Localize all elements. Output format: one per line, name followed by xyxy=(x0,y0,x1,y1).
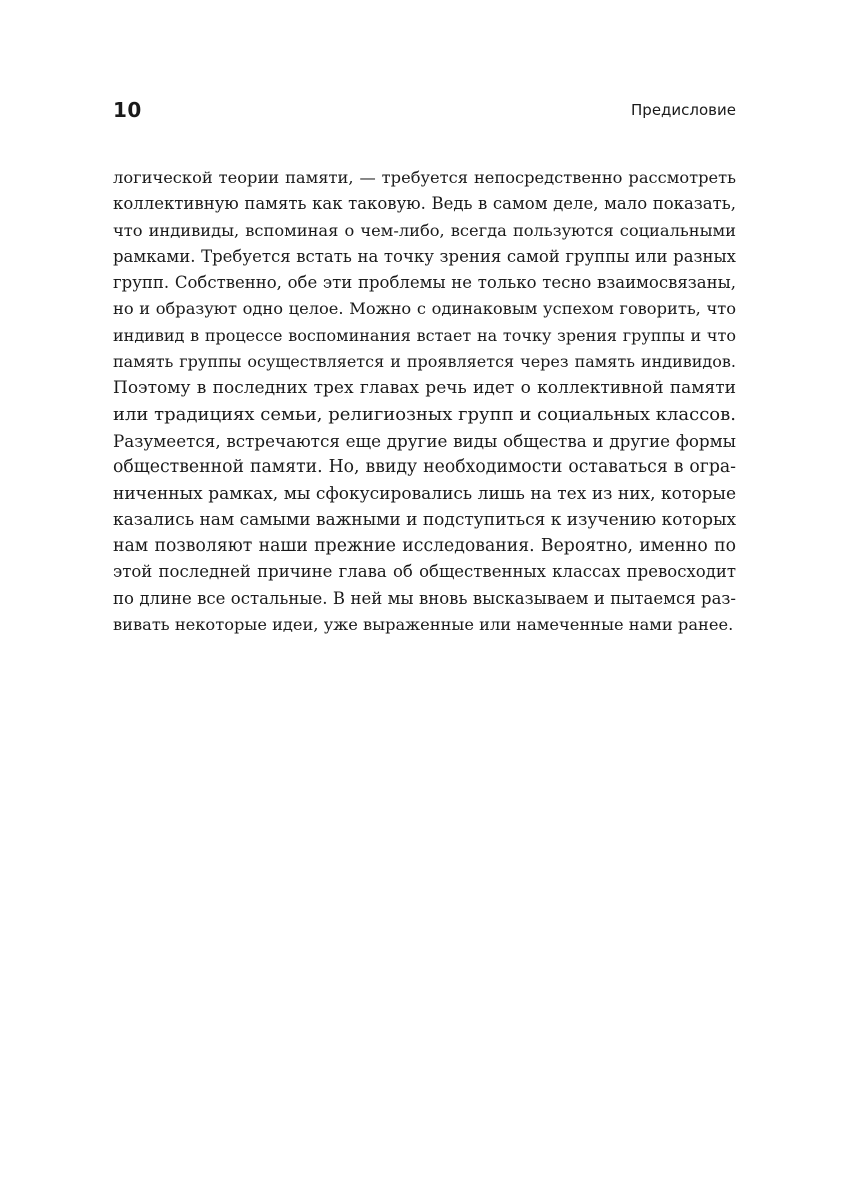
text-line: или традициях семьи, религиозных групп и социальных классов. xyxy=(113,403,737,425)
text-line: общественной памяти. Но, ввиду необходимости оставаться в огра- xyxy=(113,457,736,478)
text-line: Поэтому в последних трех главах речь идет о коллективной памяти xyxy=(113,378,736,399)
section-title: Предисловие xyxy=(631,101,736,119)
text-line: групп. Собственно, обе эти проблемы не только тесно взаимосвязаны, xyxy=(113,273,736,293)
text-line: ниченных рамках, мы сфокусировались лишь на тех из них, которые xyxy=(113,483,736,504)
text-line: коллективную память как таковую. Ведь в самом деле, мало показать, xyxy=(113,194,736,214)
text-line: Разумеется, встречаются еще другие виды общества и другие формы xyxy=(113,430,736,451)
text-line: этой последней причине глава об общественных классах превосходит xyxy=(113,562,736,582)
text-line: казались нам самыми важными и подступиться к изучению которых xyxy=(113,509,737,530)
text-line: что индивиды, вспоминая о чем-либо, всегда пользуются социальными xyxy=(113,220,736,240)
text-line: логической теории памяти, — требуется непосредственно рассмотреть xyxy=(113,168,736,187)
text-line: рамками. Требуется встать на точку зрения самой группы или разных xyxy=(113,246,736,266)
text-line: индивид в процессе воспоминания встает на точку зрения группы и что xyxy=(113,325,736,345)
text-line: нам позволяют наши прежние исследования. Вероятно, именно по xyxy=(113,536,736,557)
body-paragraph xyxy=(113,165,736,638)
text-line: но и образуют одно целое. Можно с одинаковым успехом говорить, что xyxy=(113,299,736,319)
running-head xyxy=(113,96,736,126)
text-line: по длине все остальные. В ней мы вновь высказываем и пытаемся раз- xyxy=(113,588,736,608)
text-line: память группы осуществляется и проявляется через память индивидов. xyxy=(113,352,736,372)
text-line: вивать некоторые идеи, уже выраженные или намеченные нами ранее. xyxy=(113,615,734,635)
page-number: 10 xyxy=(113,98,142,122)
